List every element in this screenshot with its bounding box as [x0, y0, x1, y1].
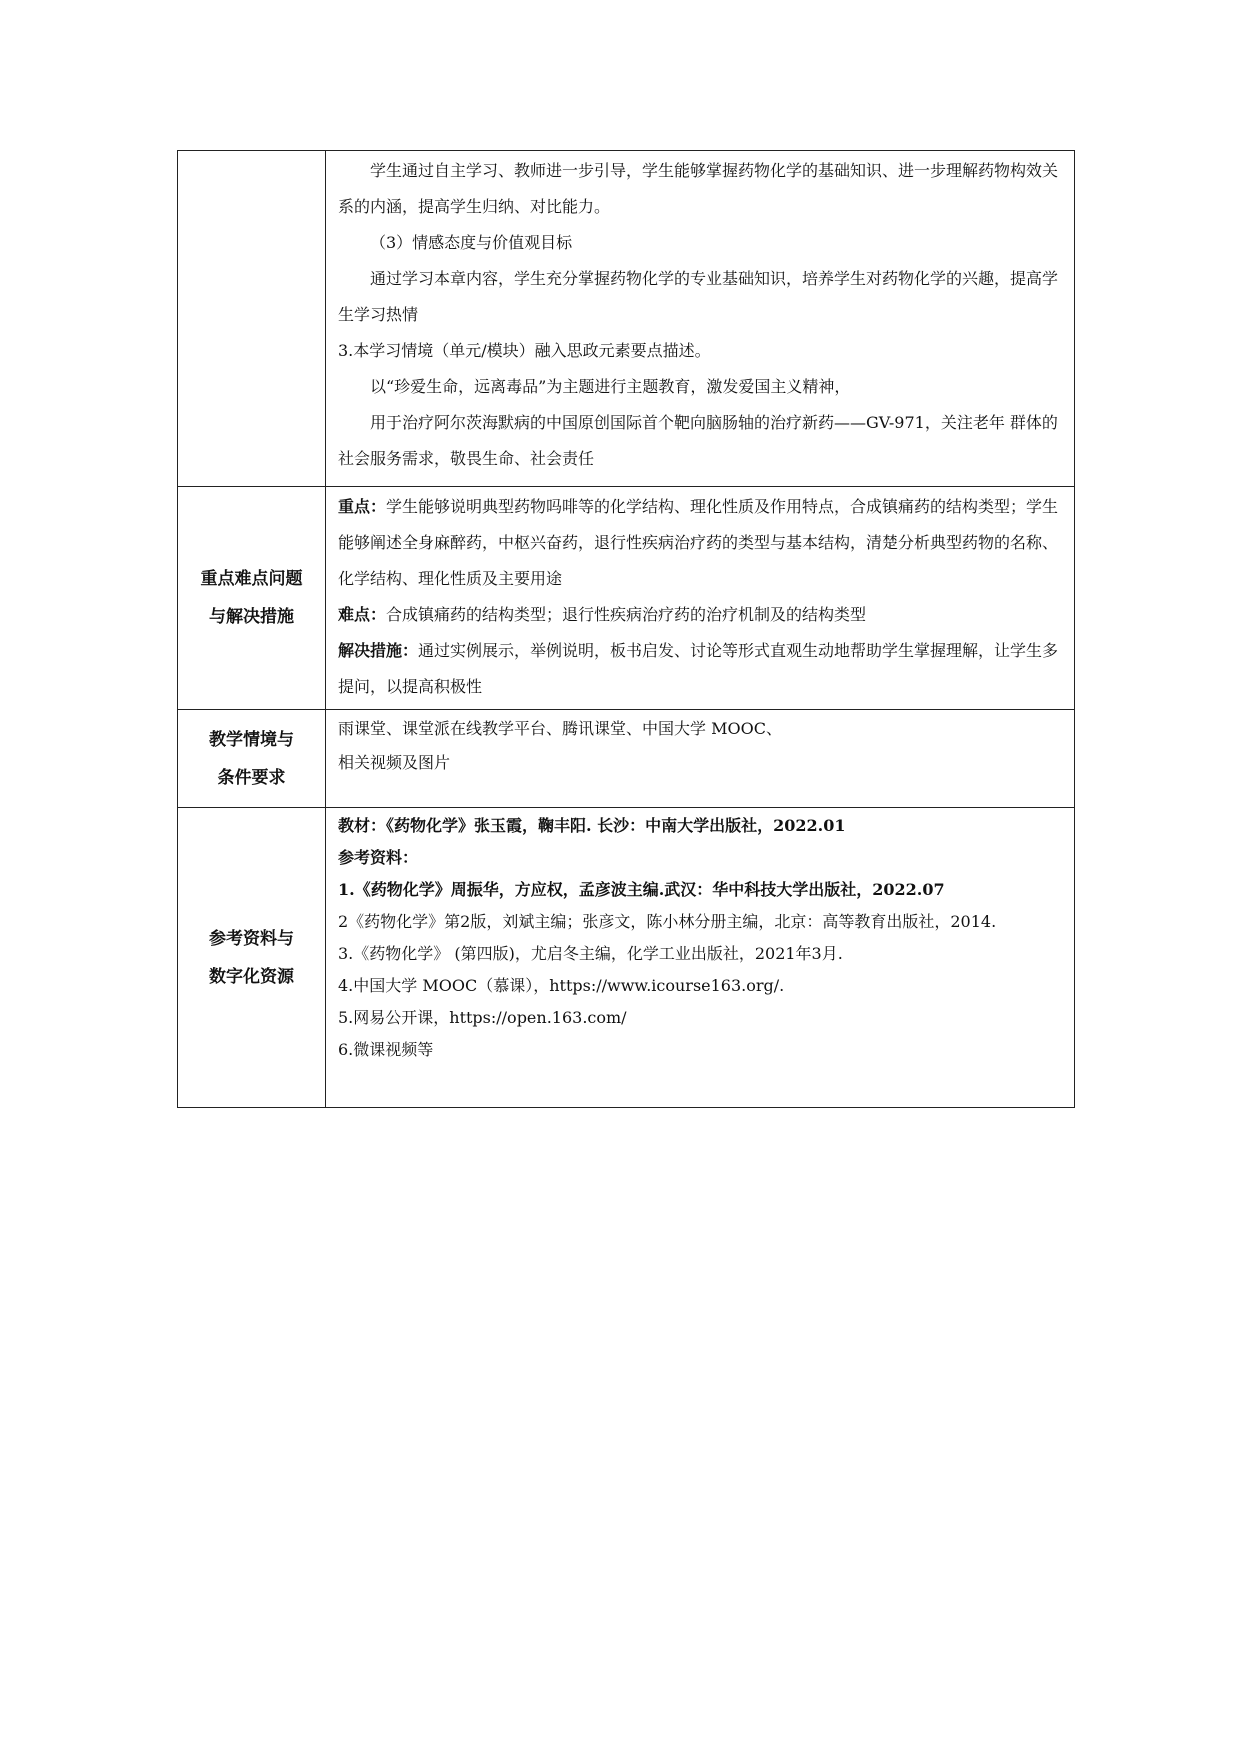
label-line: 与解决措施 [209, 607, 294, 627]
condition-line: 雨课堂、课堂派在线教学平台、腾讯课堂、中国大学 MOOC、 [338, 719, 782, 738]
key-point-title: 重点： [338, 497, 387, 516]
row-label [178, 808, 326, 1108]
label-line: 条件要求 [217, 767, 286, 788]
solution-title: 解决措施： [338, 641, 419, 660]
reference-item: 3.《药物化学》 (第四版)，尤启冬主编，化学工业出版社，2021年3月. [338, 944, 843, 963]
reference-item: 2《药物化学》第2版，刘斌主编；张彦文，陈小林分册主编，北京：高等教育出版社，2014. [338, 912, 997, 931]
reference-item: 4.中国大学 MOOC（慕课），https://www.icourse163.org/. [338, 976, 785, 995]
objective-heading: （3）情感态度与价值观目标 [370, 233, 573, 252]
objective-paragraph: 学生通过自主学习、教师进一步引导，学生能够掌握药物化学的基础知识、进一步理解药物构效关系的内涵，提高学生归纳、对比能力。 [338, 161, 1059, 216]
solution-text: 通过实例展示，举例说明，板书启发、讨论等形式直观生动地帮助学生掌握理解，让学生多提问，以提高积极性 [338, 641, 1059, 696]
table-row [178, 710, 1075, 808]
label-line: 数字化资源 [209, 966, 294, 987]
reference-item: 1.《药物化学》周振华，方应权，孟彦波主编.武汉：华中科技大学出版社，2022.07 [338, 880, 945, 899]
conditions-cell [326, 710, 1075, 808]
row-label [178, 710, 326, 808]
table-row [178, 151, 1075, 487]
references-cell [326, 808, 1075, 1108]
label-line: 重点难点问题 [200, 569, 303, 589]
table-row [178, 808, 1075, 1108]
objective-paragraph: 通过学习本章内容，学生充分掌握药物化学的专业基础知识，培养学生对药物化学的兴趣，提高学生学习热情 [338, 269, 1059, 324]
solution-paragraph [338, 633, 1064, 705]
row-label [178, 487, 326, 710]
key-point-text: 学生能够说明典型药物吗啡等的化学结构、理化性质及作用特点，合成镇痛药的结构类型；学生能够阐述全身麻醉药，中枢兴奋药，退行性疾病治疗药的类型与基本结构，清楚分析典型药物的名称、化学结构、理化性质及主要用途 [338, 497, 1059, 588]
ideology-paragraph: 用于治疗阿尔茨海默病的中国原创国际首个靶向脑肠轴的治疗新药——GV-971，关注老年 群体的社会服务需求，敬畏生命、社会责任 [338, 413, 1058, 468]
ideology-heading: 3.本学习情境（单元/模块）融入思政元素要点描述。 [338, 341, 711, 360]
lesson-plan-table [177, 150, 1075, 1108]
table-row [178, 487, 1075, 710]
textbook-line: 教材：《药物化学》张玉霞，鞠丰阳. 长沙：中南大学出版社，2022.01 [338, 816, 846, 835]
difficulty-paragraph [338, 597, 1064, 633]
label-line: 教学情境与 [209, 729, 294, 750]
difficulty-text: 合成镇痛药的结构类型；退行性疾病治疗药的治疗机制及的结构类型 [386, 605, 867, 624]
condition-line: 相关视频及图片 [338, 753, 451, 772]
references-title: 参考资料： [338, 848, 419, 867]
label-line: 参考资料与 [209, 928, 294, 949]
difficulty-title: 难点： [338, 605, 387, 624]
key-point-paragraph [338, 489, 1064, 597]
row-label-empty [178, 151, 326, 487]
ideology-paragraph: 以“珍爱生命，远离毒品”为主题进行主题教育，激发爱国主义精神， [370, 377, 851, 396]
reference-item: 5.网易公开课，https://open.163.com/ [338, 1008, 627, 1027]
key-points-cell [326, 487, 1075, 710]
objectives-cell [326, 151, 1075, 487]
reference-item: 6.微课视频等 [338, 1040, 434, 1059]
